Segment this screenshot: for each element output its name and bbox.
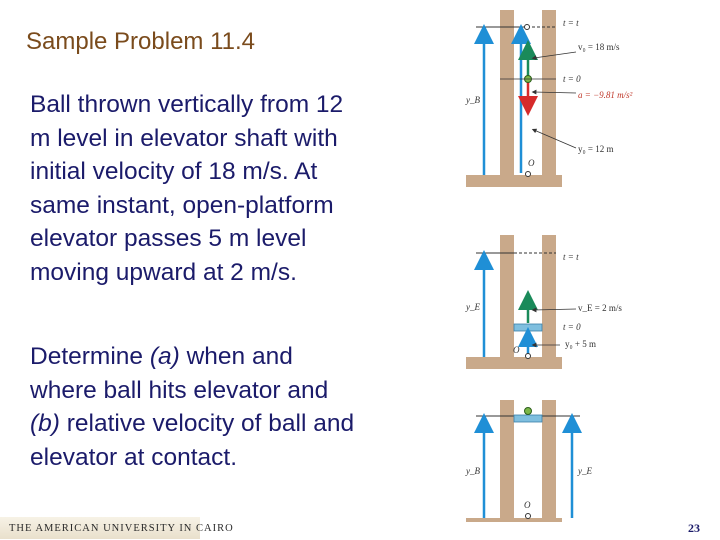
part-b-label: (b) [30,410,60,437]
label-vb0: v₀ = 18 m/s [578,42,620,52]
leader-ve [534,309,576,310]
label-t-zero: t = 0 [563,74,581,84]
origin-marker [526,514,531,519]
label-acceleration: a = −9.81 m/s² [578,90,633,100]
figure-contact-shaft [465,400,592,522]
label-yb: y_B [466,466,480,476]
question-text-1: Determine [30,343,150,370]
question-text-2: when and where ball hits elevator and [30,343,329,404]
slide-title: Sample Problem 11.4 [26,28,256,55]
label-ye: y_E [466,302,480,312]
question-text-3: relative velocity of ball and elevator at contact. [30,410,355,471]
elevator-platform [514,324,542,331]
label-ye0: y₀ + 5 m [565,339,596,349]
label-ye: y_E [578,466,592,476]
shaft-wall-left [500,10,514,175]
figure-elevator-shaft [465,235,622,369]
origin-marker [526,354,531,359]
shaft-floor [466,175,562,187]
label-yb0: y₀ = 12 m [578,144,614,154]
label-ve: v_E = 2 m/s [578,303,622,313]
label-t-equals-t: t = t [563,252,579,262]
problem-statement: Ball thrown vertically from 12 m level in elevator shaft with initial velocity of 18 m/s. At same instant, open-platform elevator passes 5 m level moving upward at 2 m/s. [30,91,344,286]
figure-ball-shaft [465,10,633,187]
label-yb: y_B [466,95,480,105]
label-origin: O [528,158,535,168]
elevator-platform [514,415,542,422]
label-t-equals-t: t = t [563,18,579,28]
ball-icon [525,408,532,415]
label-origin: O [524,500,531,510]
logo-text: THE AMERICAN UNIVERSITY IN CAIRO [9,522,234,534]
shaft-floor [466,518,562,522]
page-number: 23 [688,521,700,535]
university-logo [0,517,234,539]
origin-marker [526,172,531,177]
label-origin: O [513,345,520,355]
part-a-label: (a) [149,343,180,370]
shaft-wall-left [500,400,514,520]
label-t-zero: t = 0 [563,322,581,332]
shaft-wall-right [542,400,556,520]
ball-top-marker [525,25,530,30]
leader-accel [534,92,576,93]
shaft-floor [466,357,562,369]
